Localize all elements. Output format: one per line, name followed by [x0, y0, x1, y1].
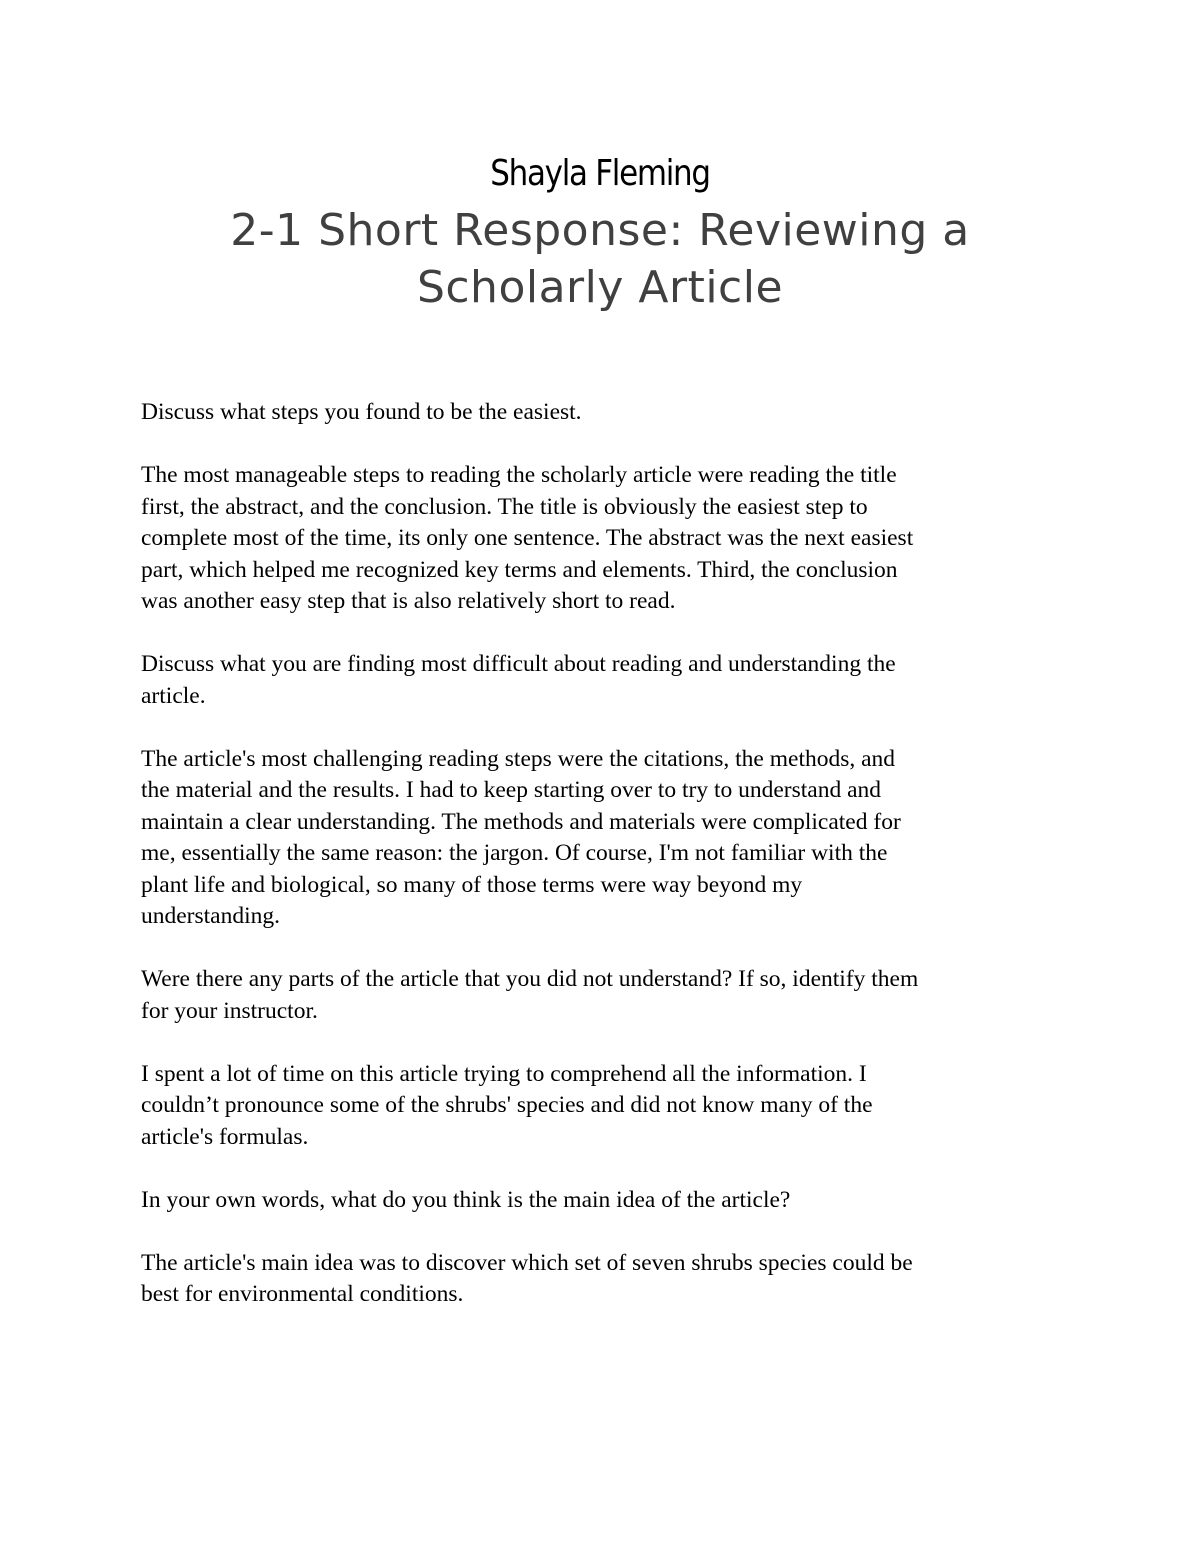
answer-1: [141, 460, 1061, 618]
question-2: [141, 649, 1061, 712]
answer-line: me, essentially the same reason: the jargon. Of course, I'm not familiar with the: [141, 840, 888, 866]
answer-line: couldn’t pronounce some of the shrubs' species and did not know many of the: [141, 1092, 873, 1118]
question-line: for your instructor.: [141, 997, 318, 1024]
answer-line: The most manageable steps to reading the scholarly article were reading the title: [141, 462, 897, 488]
title-line: 2-1 Short Response: Reviewing a: [230, 205, 970, 256]
answer-3: [141, 1059, 1061, 1154]
answer-line: The article's main idea was to discover which set of seven shrubs species could be: [141, 1249, 913, 1276]
answer-2: [141, 744, 1061, 933]
question-line: Discuss what steps you found to be the easiest.: [141, 399, 582, 425]
answer-line: part, which helped me recognized key terms and elements. Third, the conclusion: [141, 556, 898, 583]
question-line: In your own words, what do you think is the main idea of the article?: [141, 1186, 791, 1213]
document-title: [0, 202, 1200, 316]
answer-line: was another easy step that is also relatively short to read.: [141, 588, 676, 614]
document-body: [141, 397, 1061, 1342]
answer-line: complete most of the time, its only one sentence. The abstract was the next easiest: [141, 525, 914, 551]
answer-line: understanding.: [141, 903, 281, 929]
question-line: Were there any parts of the article that you did not understand? If so, identify them: [141, 966, 919, 992]
question-line: article.: [141, 682, 206, 709]
answer-line: plant life and biological, so many of those terms were way beyond my: [141, 871, 803, 898]
title-line: Scholarly Article: [416, 262, 784, 313]
answer-4: [141, 1248, 1061, 1311]
answer-line: maintain a clear understanding. The methods and materials were complicated for: [141, 808, 901, 835]
answer-line: The article's most challenging reading steps were the citations, the methods, and: [141, 745, 896, 772]
question-3: [141, 964, 1061, 1027]
author-name: Shayla Fleming: [490, 153, 710, 194]
answer-line: first, the abstract, and the conclusion. The title is obviously the easiest step to: [141, 493, 868, 520]
question-4: [141, 1185, 1061, 1217]
answer-line: best for environmental conditions.: [141, 1281, 464, 1307]
answer-line: I spent a lot of time on this article trying to comprehend all the information. I: [141, 1060, 867, 1087]
answer-line: the material and the results. I had to keep starting over to try to understand and: [141, 777, 882, 803]
question-1: [141, 397, 1061, 429]
question-line: Discuss what you are finding most difficult about reading and understanding the: [141, 651, 896, 677]
answer-line: article's formulas.: [141, 1123, 309, 1150]
